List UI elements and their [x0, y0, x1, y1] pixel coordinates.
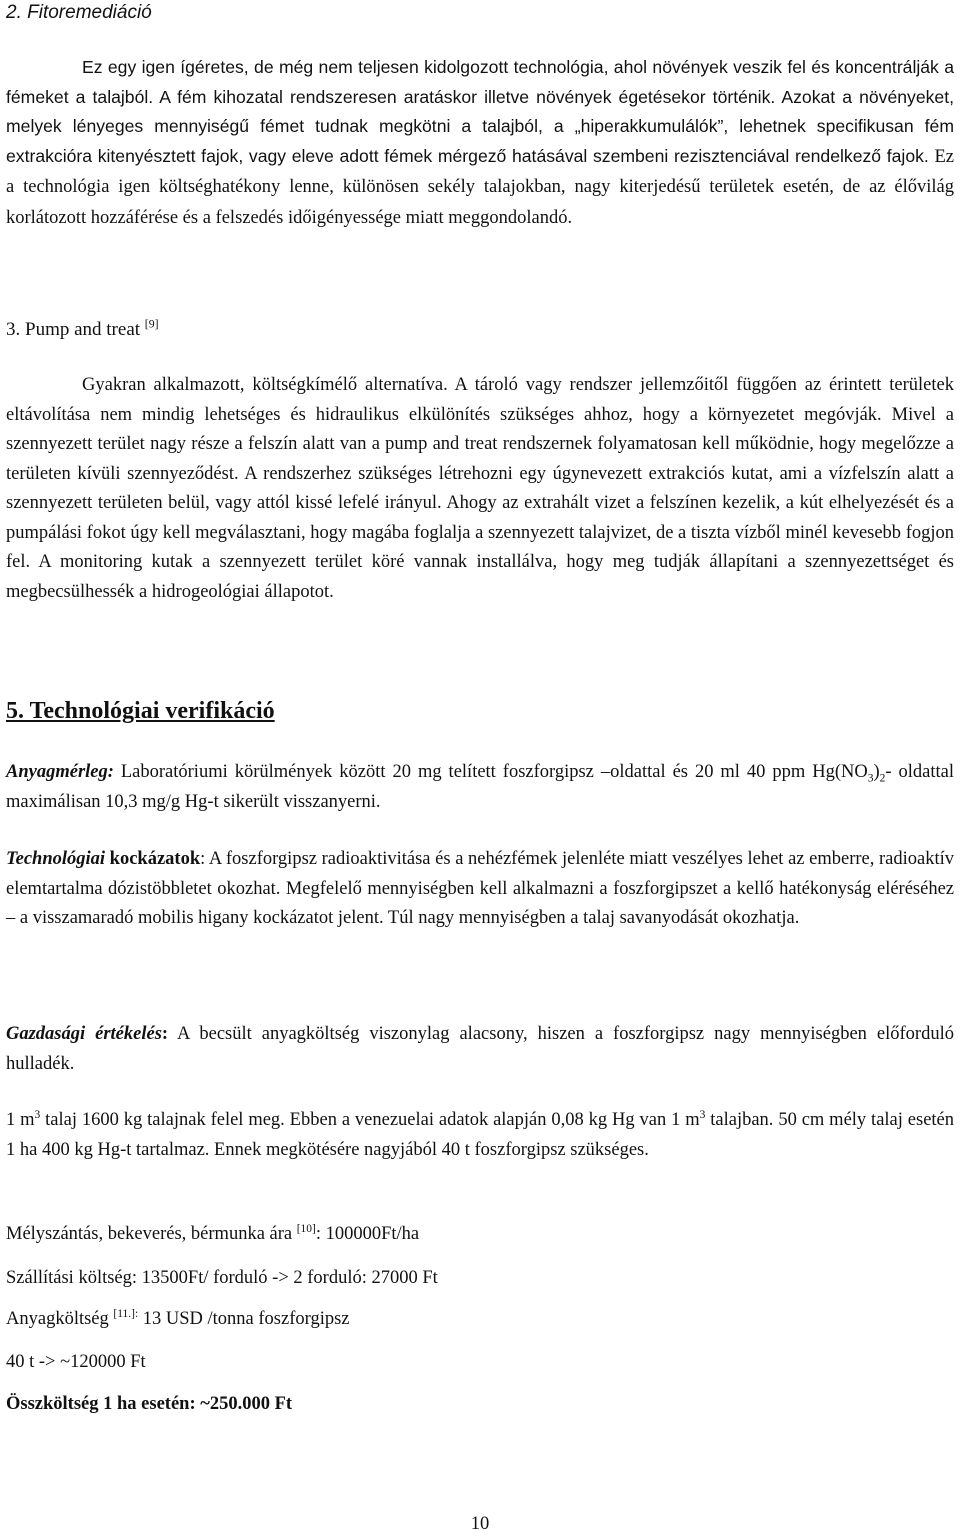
section-3-ref: [9]	[144, 317, 159, 331]
risks-label-b: kockázat	[109, 849, 181, 869]
economics-label: Gazdasági értékelés	[6, 1024, 162, 1044]
mass-balance-text-b: - oldattal maximálisan 10,3 mg/g Hg-t sikerült visszanyerni.	[6, 762, 954, 812]
section-3-title: 3. Pump and treat	[6, 319, 141, 340]
risks-paragraph	[6, 845, 954, 934]
calc-part-b: talaj 1600 kg talajnak felel meg. Ebben a venezuelai adatok alapján 0,08 kg Hg van 1 m	[40, 1110, 700, 1130]
economics-paragraph	[6, 1020, 954, 1079]
cost-plough	[6, 1220, 954, 1248]
risks-text: : A foszforgipsz radioaktivitása és a nehézfémek jelenléte miatt veszélyes lehet az emberre, radioaktív elemtartalma dózistöbbletet okozhat. Megfelelő mennyiségben kell alkalmazni a foszforgipszet a kellő hatékonyság eléréséhez – a visszamaradó mobilis higany kockázatot jelent. Túl nagy mennyiségben a talaj savanyodását okozhatja.	[6, 849, 955, 928]
calc-exp-2: 3	[699, 1108, 706, 1121]
calc-part-a: 1 m	[6, 1110, 35, 1130]
section-2-lead: Ez egy igen ígéretes, de még nem teljesen kidolgozott technológia, ahol növények veszik fel és koncentrálják a fémeket a talajból. A fém kihozatal rendszeresen aratáskor illetve növények égetésekor történik.	[6, 57, 954, 107]
mass-balance-paragraph	[6, 758, 954, 817]
mass-balance-sub-3: 3	[867, 772, 874, 785]
section-2-paragraph	[6, 53, 954, 233]
cost-plough-label: Mélyszántás, bekeverés, bérmunka ára	[6, 1224, 297, 1244]
economics-colon: :	[161, 1024, 169, 1044]
mass-balance-sub-2: 2	[879, 772, 886, 785]
section-5-heading: 5. Technológiai verifikáció	[6, 698, 275, 724]
calc-part-c: talajban. 50 cm mély talaj esetén 1 ha 400 kg Hg-t tartalmaz. Ennek megkötésére nagyjából 40 t foszforgipsz szükséges.	[6, 1110, 955, 1160]
cost-plough-ref: [10]	[296, 1222, 316, 1235]
cost-total: Összköltség 1 ha esetén: ~250.000 Ft	[6, 1394, 293, 1414]
calculation-paragraph	[6, 1106, 954, 1165]
section-2-rest: Azokat a növényeket, melyek lényeges mennyiségű fémet tudnak megkötni a talajból, a „hiperakkumulálók”, lehetnek specifikusan fém extrakcióra kitenyésztett fajok, vagy eleve adott fémek mérgező hatásával szembeni rezisztenciával rendelkező fajok.	[6, 86, 954, 166]
mass-balance-close: )	[873, 762, 880, 782]
risks-label-a: Technológiai	[6, 849, 110, 869]
section-2-conclusion: Ez a technológia igen költséghatékony lenne, különösen sekély talajokban, nagy kiterjedésű területek esetén, de az élővilág korlátozott hozzáférése és a felszedés időigényessége miatt meggondolandó.	[6, 146, 955, 228]
mass-balance-label: Anyagmérleg:	[6, 762, 114, 782]
section-2-heading: 2. Fitoremediáció	[6, 2, 152, 23]
cost-material-label: Anyagköltség	[6, 1309, 114, 1329]
cost-material	[6, 1305, 954, 1333]
section-3-heading	[6, 316, 954, 344]
economics-text: A becsült anyagköltség viszonylag alacsony, hiszen a foszforgipsz nagy mennyiségben előforduló hulladék.	[6, 1024, 954, 1074]
cost-material-ref: [11.]:	[113, 1307, 139, 1320]
page-number: 10	[470, 1514, 490, 1534]
cost-transport: Szállítási költség: 13500Ft/ forduló -> 2 forduló: 27000 Ft	[6, 1268, 438, 1288]
cost-material-total: 40 t -> ~120000 Ft	[6, 1352, 146, 1372]
cost-plough-value: : 100000Ft/ha	[315, 1224, 420, 1244]
calc-exp-1: 3	[34, 1108, 41, 1121]
mass-balance-text-a: Laboratóriumi körülmények között 20 mg telített foszforgipsz –oldattal és 20 ml 40 ppm Hg(NO	[113, 762, 868, 782]
cost-material-value: 13 USD /tonna foszforgipsz	[138, 1309, 350, 1329]
risks-label-c: ok	[180, 849, 201, 869]
section-3-paragraph: Gyakran alkalmazott, költségkímélő alternatíva. A tároló vagy rendszer jellemzőitől függően az érintett területek eltávolítása nem mindig lehetséges és hidraulikus elkülönítés szükséges ahhoz, hogy a környezetet megóvják. Mivel a szennyezett terület nagy része a felszín alatt van a pump and treat rendszernek folyamatosan kell működnie, hogy megelőzze a területen kívüli szennyeződést. A rendszerhez szükséges létrehozni egy úgynevezett extrakciós kutat, ami a vízfelszín alatt a szennyezett területen belül, vagy attól kissé lefelé irányul. Ahogy az extrahált vizet a felszínen kezelik, a kút elhelyezését és a pumpálási fokot úgy kell megválasztani, hogy magába foglalja a szennyezett talajvizet, de a tiszta vízből minél kevesebb fogjon fel. A monitoring kutak a szennyezett terület köré vannak installálva, hogy meg tudják állapítani a szennyezettséget és megbecsülhessék a hidrogeológiai állapotot.	[6, 375, 954, 602]
